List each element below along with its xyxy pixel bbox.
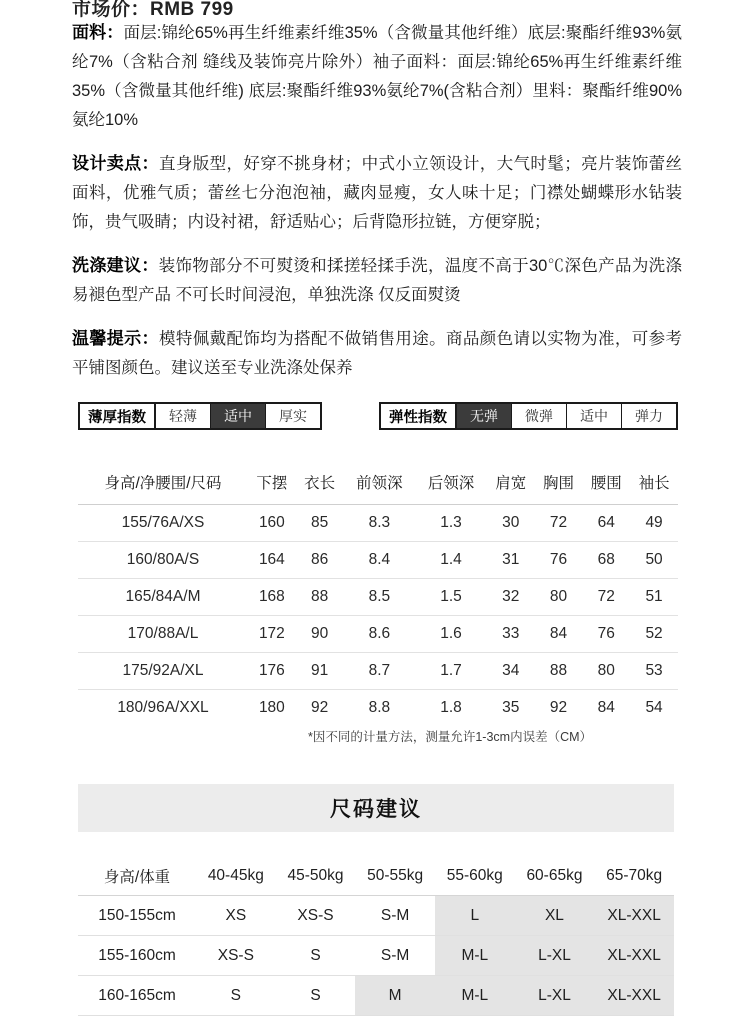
cell: XL-XXL [594, 976, 674, 1016]
cell: XL-XXL [594, 896, 674, 936]
cell: 92 [549, 699, 568, 716]
description-block-washing [72, 251, 682, 310]
column-header: 40-45kg [196, 856, 276, 896]
cell: 8.3 [344, 505, 416, 542]
column-header: 肩宽 [487, 462, 535, 505]
column-header: 衣长 [296, 462, 344, 505]
column-header: 50-55kg [355, 856, 435, 896]
size-suggestion-table [78, 856, 674, 1016]
column-header: 45-50kg [276, 856, 356, 896]
table-row [78, 579, 678, 616]
column-header: 60-65kg [515, 856, 595, 896]
cell: 176 [248, 653, 296, 690]
thickness-option-medium[interactable]: 适中 [211, 404, 266, 428]
cell: 76 [582, 616, 630, 653]
column-header: 前领深 [344, 462, 416, 505]
column-header: 袖长 [630, 462, 678, 505]
table-row [78, 690, 678, 727]
cell: 1.6 [415, 616, 487, 653]
size-measurement-table [78, 462, 678, 726]
cell: 72 [582, 579, 630, 616]
table-row [78, 542, 678, 579]
description-text: 面层:锦纶65%再生纤维素纤维35%（含微量其他纤维）底层:聚酯纤维93%氨纶7%（含粘合剂 缝线及装饰亮片除外）袖子面料：面层:锦纶65%再生纤维素纤维35%（含微量其他纤维) 底层:聚酯纤维93%氨纶7%(含粘合剂）里料：聚酯纤维90%氨纶10% [72, 24, 682, 129]
elasticity-option-none[interactable]: 无弹 [457, 404, 512, 428]
cell: M-L [435, 936, 515, 976]
cell: 64 [582, 505, 630, 542]
column-header: 身高/体重 [78, 856, 196, 896]
cell: 92 [311, 699, 329, 716]
cell: 30 [487, 505, 535, 542]
cell: S [276, 936, 356, 976]
cell: S-M [355, 896, 435, 936]
thickness-index-group [78, 402, 322, 430]
column-header: 腰围 [582, 462, 630, 505]
table-row [78, 653, 678, 690]
cell: 50 [630, 542, 678, 579]
cell: S [276, 976, 356, 1016]
cell: 1.4 [415, 542, 487, 579]
table-row [78, 505, 678, 542]
cell: L [435, 896, 515, 936]
elasticity-option-medium[interactable]: 适中 [567, 404, 622, 428]
cell: M-L [435, 976, 515, 1016]
table-row [78, 896, 674, 936]
cell: 72 [535, 505, 583, 542]
cell: S-M [355, 936, 435, 976]
cell: 32 [487, 579, 535, 616]
description-section [72, 18, 682, 397]
cell: 164 [248, 542, 296, 579]
market-price-cutoff: 市场价：RMB 799 [72, 0, 234, 20]
cell: 68 [582, 542, 630, 579]
cell: 84 [535, 616, 583, 653]
description-text: 直身版型，好穿不挑身材；中式小立领设计，大气时髦；亮片装饰蕾丝面料，优雅气质；蕾丝七分泡泡袖，藏肉显瘦，女人味十足；门襟处蝴蝶形水钻装饰，贵气吸睛；内设衬裙，舒适贴心；后背隐形拉链，方便穿脱； [72, 155, 683, 231]
cell: 33 [487, 616, 535, 653]
cell: L-XL [515, 976, 595, 1016]
cell: 172 [248, 616, 296, 653]
cell: XS-S [276, 896, 356, 936]
elasticity-index-title: 弹性指数 [381, 404, 457, 428]
cell: XS-S [196, 936, 276, 976]
description-block-selling-points [72, 149, 682, 237]
cell: 88 [296, 579, 344, 616]
cell: 88 [535, 653, 583, 690]
thickness-option-thick[interactable]: 厚实 [266, 404, 320, 428]
cell: XS [196, 896, 276, 936]
column-header: 下摆 [248, 462, 296, 505]
cell: 76 [535, 542, 583, 579]
cell: 8.4 [344, 542, 416, 579]
cell: 180/96A/XXL [117, 699, 209, 716]
column-header: 身高/净腰围/尺码 [78, 462, 248, 505]
elasticity-option-slight[interactable]: 微弹 [512, 404, 567, 428]
table-row [78, 616, 678, 653]
measurement-note: *因不同的计量方法，测量允许1-3cm内误差（CM） [307, 730, 593, 744]
cell: 86 [296, 542, 344, 579]
cell: 8.8 [368, 699, 391, 716]
column-header: 后领深 [415, 462, 487, 505]
description-label: 面料： [72, 23, 124, 42]
elasticity-index-group [379, 402, 678, 430]
cell: 91 [296, 653, 344, 690]
cell: 180 [258, 699, 285, 716]
cell: 1.7 [415, 653, 487, 690]
cell: 8.5 [344, 579, 416, 616]
cell: 160 [248, 505, 296, 542]
cell: 90 [296, 616, 344, 653]
cell: 8.6 [344, 616, 416, 653]
cell: M [355, 976, 435, 1016]
cell: 34 [487, 653, 535, 690]
thickness-option-light[interactable]: 轻薄 [156, 404, 211, 428]
size-suggestion-title: 尺码建议 [78, 784, 674, 832]
cell: 8.7 [344, 653, 416, 690]
column-header: 65-70kg [594, 856, 674, 896]
cell: 54 [645, 699, 663, 716]
cell: 31 [487, 542, 535, 579]
cell: 170/88A/L [78, 616, 248, 653]
table-header-row [78, 856, 674, 896]
description-label: 设计卖点： [72, 154, 159, 173]
cell: XL-XXL [594, 936, 674, 976]
thickness-index-title: 薄厚指数 [80, 404, 156, 428]
column-header: 55-60kg [435, 856, 515, 896]
row-header: 150-155cm [78, 896, 196, 936]
cell: 1.5 [415, 579, 487, 616]
cell: L-XL [515, 936, 595, 976]
cell: 155/76A/XS [78, 505, 248, 542]
cell: 51 [630, 579, 678, 616]
cell: 52 [630, 616, 678, 653]
cell: 1.8 [440, 699, 462, 716]
description-block-fabric [72, 18, 682, 135]
cell: S [196, 976, 276, 1016]
cell: 175/92A/XL [78, 653, 248, 690]
description-text: 模特佩戴配饰均为搭配不做销售用途。商品颜色请以实物为准，可参考平铺图颜色。建议送至专业洗涤处保养 [72, 330, 683, 377]
cell: 49 [630, 505, 678, 542]
cell: 80 [535, 579, 583, 616]
cell: 160/80A/S [78, 542, 248, 579]
description-block-notice [72, 324, 682, 383]
cell: 168 [248, 579, 296, 616]
cell: XL [515, 896, 595, 936]
cell: 165/84A/M [78, 579, 248, 616]
description-label: 洗涤建议： [72, 256, 159, 275]
row-header: 155-160cm [78, 936, 196, 976]
cell: 84 [597, 699, 615, 716]
row-header: 160-165cm [78, 976, 196, 1016]
cell: 85 [296, 505, 344, 542]
description-text: 装饰物部分不可熨烫和揉搓轻揉手洗，温度不高于30℃深色产品为洗涤易褪色型产品 不可长时间浸泡，单独洗涤 仅反面熨烫 [72, 257, 683, 304]
description-label: 温馨提示： [72, 329, 159, 348]
table-row [78, 976, 674, 1016]
column-header: 胸围 [535, 462, 583, 505]
cell: 80 [582, 653, 630, 690]
table-header-row [78, 462, 678, 505]
cell: 35 [502, 699, 520, 716]
cell: 53 [630, 653, 678, 690]
index-bars [78, 402, 678, 430]
elasticity-option-stretch[interactable]: 弹力 [622, 404, 676, 428]
table-row [78, 936, 674, 976]
cell: 1.3 [415, 505, 487, 542]
